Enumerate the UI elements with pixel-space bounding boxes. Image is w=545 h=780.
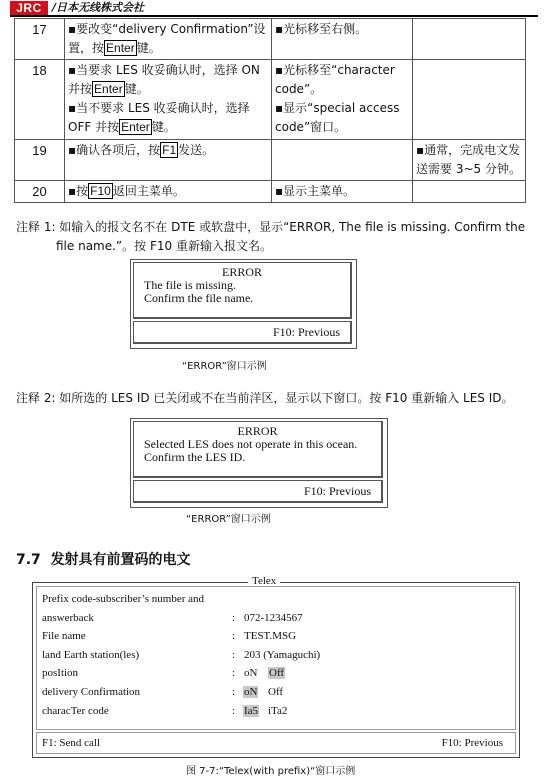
step-result [272,140,413,181]
note-1-line: file name.”。按 F10 重新输入报文名。 [56,239,272,253]
colon: : [232,667,236,679]
section-heading [16,549,191,569]
file-name-field[interactable]: TEST.MSG [244,630,297,642]
f10-previous[interactable]: F10: Previous [441,737,503,749]
colon: : [232,649,236,661]
position-on-option[interactable]: oN [244,667,258,679]
result-text: ▪光标移至“character code”。 [275,63,395,96]
table-row [15,181,526,203]
les-label: land Earth station(les) [42,649,140,661]
step-result [272,60,413,140]
action-text: 键。 [124,82,149,96]
step-remark [413,60,526,140]
enter-key: Enter [106,41,135,55]
f10-previous-label[interactable]: F10: Previous [272,325,340,339]
answerback-label: answerback [42,612,94,624]
error-window-body [133,421,383,478]
answerback-field[interactable]: 072-1234567 [244,612,303,624]
telex-footer [36,732,516,754]
step-action [65,19,272,60]
step-action [65,181,272,203]
step-remark [413,181,526,203]
colon: : [232,686,236,698]
note-2 [16,389,541,408]
error-window-footer [133,480,383,503]
error-window-body [133,262,352,319]
file-name-label: File name [42,630,86,642]
error-message: The file is missing. [144,278,236,292]
note-1-line: 注释 1: 如输入的报文名不在 DTE 或软盘中，显示“ERROR, The file is missing. Confirm the [16,220,526,234]
step-number: 20 [15,181,65,203]
error-caption-2: “ERROR”窗口示例 [186,514,271,525]
enter-key: Enter [121,120,150,134]
step-number: 19 [15,140,65,181]
telex-window-title: Telex [248,575,280,587]
position-label: posItion [42,667,79,679]
colon: : [232,612,236,624]
delivery-off-option[interactable]: Off [268,686,284,698]
les-field[interactable]: 203 (Yamaguchi) [244,649,321,661]
error-message: Selected LES does not operate in this ocean. [144,437,358,451]
error-message: Confirm the file name. [144,291,254,305]
error-title: ERROR [221,265,262,279]
error-window-2 [130,418,388,508]
ita2-option[interactable]: iTa2 [268,705,288,717]
step-remark [413,19,526,60]
step-action [65,60,272,140]
error-caption-1: “ERROR”窗口示例 [182,361,267,372]
result-text: ▪显示“special access code”窗口。 [275,101,400,134]
error-window-1 [130,259,357,349]
table-row [15,140,526,181]
colon: : [232,705,236,717]
step-number: 18 [15,60,65,140]
step-result: ▪光标移至右侧。 [272,19,413,60]
note-1 [16,218,531,256]
action-text: 返回主菜单。 [112,184,185,198]
action-text: ▪当要求 LES 收妥确认时，选择 ON 并按 [68,63,260,96]
header-rule [10,15,538,17]
step-remark: ▪通常，完成电文发送需要 3~5 分钟。 [413,140,526,181]
prefix-code-label: Prefix code-subscriber’s number and [42,593,204,605]
f1-key: F1 [162,143,177,157]
f10-previous-label[interactable]: F10: Previous [303,484,371,498]
action-text: ▪确认各项后，按 [68,143,161,157]
f10-key: F10 [90,184,111,198]
action-text: 键。 [136,41,161,55]
character-code-label: characTer code [42,705,109,717]
company-name: /日本无线株式会社 [52,1,145,14]
error-title: ERROR [237,424,278,438]
delivery-on-option[interactable]: oN [244,686,258,698]
ia5-option[interactable]: Ia5 [244,705,259,717]
table-row [15,19,526,60]
figure-caption: 图 7-7:“Telex(with prefix)“窗口示例 [186,766,356,777]
step-number: 17 [15,19,65,60]
step-result: ▪显示主菜单。 [272,181,413,203]
steps-table [14,18,526,203]
f1-send-call[interactable]: F1: Send call [42,737,101,749]
section-number: 7.7 [16,552,41,568]
action-text: 键。 [151,120,176,134]
action-text: 发送。 [178,143,215,157]
error-window-footer [133,321,352,344]
action-text: ▪当不要求 LES 收妥确认时，选择 OFF 并按 [68,101,250,134]
action-text: ▪要改变“delivery Confirmation”设置，按 [68,22,266,55]
note-2-line: 注释 2: 如所选的 LES ID 已关闭或不在当前洋区，显示以下窗口。按 F10 重新输入 LES ID。 [16,391,514,405]
table-row [15,60,526,140]
error-message: Confirm the LES ID. [144,450,246,464]
position-off-option[interactable]: Off [269,667,285,679]
colon: : [232,630,236,642]
delivery-confirmation-label: delivery Confirmation [42,686,141,698]
enter-key: Enter [94,82,123,96]
section-title: 发射具有前置码的电文 [50,552,191,568]
action-text: ▪按 [68,184,89,198]
jrc-logo: JRC [10,1,48,15]
step-action [65,140,272,181]
